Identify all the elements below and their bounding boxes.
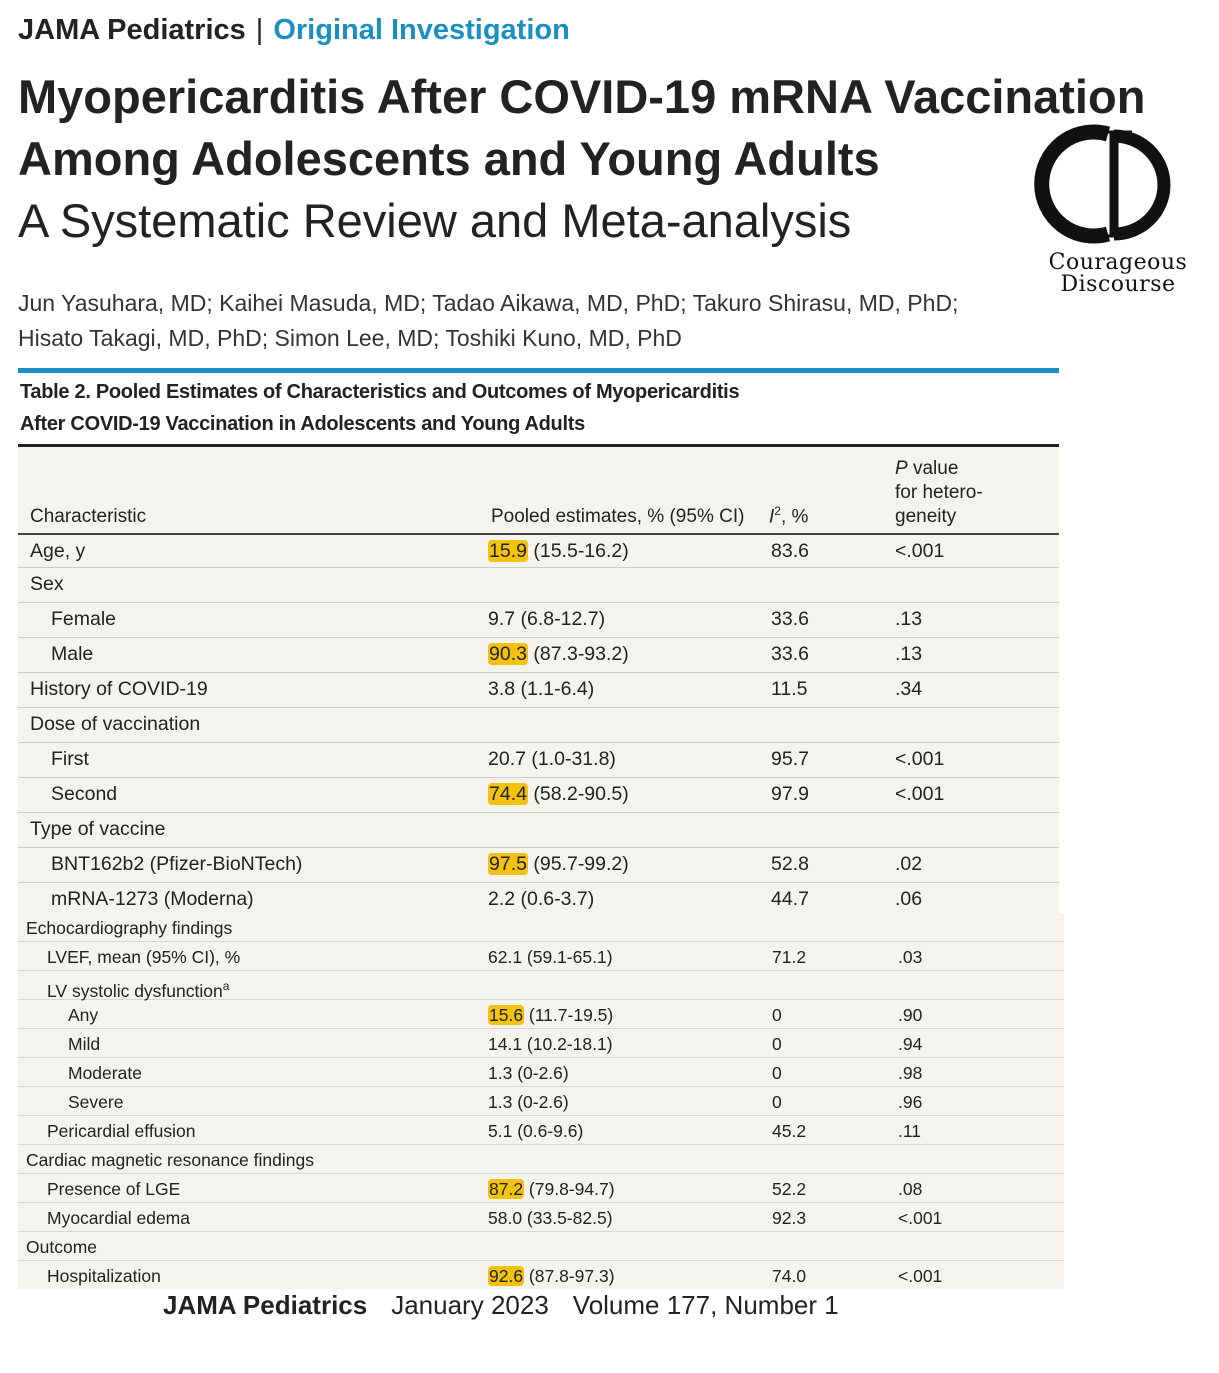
row-estimate: [488, 1174, 615, 1204]
row-estimate: [488, 778, 629, 811]
row-label: History of COVID-19: [30, 678, 208, 700]
row-label: Age, y: [30, 540, 86, 562]
row-label: [26, 913, 232, 943]
row-label-text: LVEF, mean (95% CI), %: [47, 947, 241, 967]
table-body: [18, 535, 1059, 918]
confidence-interval: (87.3-93.2): [527, 643, 629, 665]
row-estimate: [488, 673, 594, 706]
row-i2: 71.2: [772, 947, 807, 967]
row-label: Sex: [30, 573, 64, 595]
footnote-marker: a: [222, 979, 230, 993]
cd-monogram-icon: [1030, 122, 1206, 252]
header-i2-sup: 2: [774, 503, 781, 518]
results-table: [18, 447, 1059, 918]
row-label: [26, 1145, 314, 1175]
row-estimate: [488, 1116, 583, 1146]
row-label-text: Outcome: [26, 1237, 97, 1257]
row-p-value: .13: [895, 608, 923, 630]
table-row: [18, 1058, 1064, 1087]
table-row: [18, 1000, 1064, 1029]
confidence-interval: 20.7 (1.0-31.8): [488, 748, 616, 770]
row-estimate: [488, 1029, 613, 1059]
article-subtitle: A Systematic Review and Meta-analysis: [18, 194, 852, 247]
table-title-line-1: Table 2. Pooled Estimates of Characteristics and Outcomes of Myopericarditis: [20, 381, 740, 403]
table-title-line-2: After COVID-19 Vaccination in Adolescents and Young Adults: [20, 413, 585, 435]
row-i2: 0: [772, 1092, 782, 1112]
highlighted-estimate: 87.2: [489, 1179, 524, 1199]
row-i2: 45.2: [772, 1121, 807, 1141]
row-estimate: [488, 1087, 569, 1117]
row-label: [47, 1174, 180, 1204]
table-row: [18, 1029, 1064, 1058]
row-label: [47, 1203, 190, 1233]
table-row: [18, 743, 1059, 778]
row-estimate: [488, 743, 616, 776]
highlighted-estimate: 90.3: [489, 643, 527, 665]
confidence-interval: (58.2-90.5): [527, 783, 629, 805]
row-label: [26, 1232, 97, 1262]
confidence-interval: 3.8 (1.1-6.4): [488, 678, 595, 700]
confidence-interval: (79.8-94.7): [524, 1179, 615, 1199]
row-label: Type of vaccine: [30, 818, 166, 840]
row-i2: 0: [772, 1034, 782, 1054]
page-footer: [163, 1290, 839, 1321]
row-label: Male: [51, 643, 94, 665]
row-p-value: <.001: [898, 1266, 943, 1286]
header-p-line-3: geneity: [895, 506, 957, 527]
table-row: [18, 813, 1059, 848]
header-pooled-estimates: Pooled estimates, % (95% CI): [491, 506, 745, 527]
header-p-italic: P: [895, 458, 908, 479]
logo-text-line-2: Discourse: [1060, 272, 1176, 297]
header-p-line-2: for hetero-: [895, 482, 983, 503]
table-row: [18, 638, 1059, 673]
table-row: [18, 1087, 1064, 1116]
row-i2: 95.7: [771, 748, 809, 770]
row-p-value: <.001: [895, 783, 945, 805]
confidence-interval: 1.3 (0-2.6): [488, 1063, 569, 1083]
confidence-interval: (15.5-16.2): [527, 540, 629, 562]
confidence-interval: (95.7-99.2): [527, 853, 629, 875]
row-estimate: [488, 848, 629, 881]
row-p-value: .08: [898, 1179, 923, 1199]
header-p-line-1-rest: value: [907, 458, 959, 479]
row-estimate: [488, 942, 613, 972]
row-label-text: Mild: [68, 1034, 101, 1054]
row-p-value: .90: [898, 1005, 923, 1025]
authors-line-2: Hisato Takagi, MD, PhD; Simon Lee, MD; Toshiki Kuno, MD, PhD: [18, 325, 682, 351]
section-label: Original Investigation: [273, 14, 570, 46]
row-p-value: .11: [898, 1121, 922, 1141]
row-i2: 97.9: [771, 783, 809, 805]
highlighted-estimate: 74.4: [489, 783, 527, 805]
table-row: [18, 708, 1059, 743]
row-p-value: .94: [898, 1034, 923, 1054]
row-label-text: Presence of LGE: [47, 1179, 181, 1199]
row-estimate: [488, 1058, 569, 1088]
row-label: Second: [51, 783, 118, 805]
row-i2: 11.5: [771, 678, 808, 700]
row-estimate: [488, 1203, 613, 1233]
row-label: [47, 1116, 196, 1146]
row-label-text: Echocardiography findings: [26, 918, 233, 938]
logo-text-line-1: Courageous: [1048, 250, 1188, 275]
row-p-value: <.001: [895, 748, 945, 770]
table-row: [18, 535, 1059, 568]
authors-line-1: Jun Yasuhara, MD; Kaihei Masuda, MD; Tadao Aikawa, MD, PhD; Takuro Shirasu, MD, PhD;: [18, 290, 959, 316]
row-label-text: Severe: [68, 1092, 124, 1112]
row-p-value: .13: [895, 643, 923, 665]
table-row: [18, 1232, 1064, 1261]
confidence-interval: 58.0 (33.5-82.5): [488, 1208, 613, 1228]
row-label-text: Hospitalization: [47, 1266, 161, 1286]
row-label: [68, 1029, 100, 1059]
row-estimate: [488, 535, 629, 568]
masthead-separator: |: [255, 14, 264, 46]
row-label-text: Cardiac magnetic resonance findings: [26, 1150, 314, 1170]
table-row: [18, 1145, 1064, 1174]
header-i2-letter: I: [769, 506, 775, 527]
title-line-1: Myopericarditis After COVID-19 mRNA Vaccination: [18, 70, 1146, 123]
row-label: [68, 1087, 123, 1117]
header-characteristic: Characteristic: [30, 506, 147, 527]
row-p-value: <.001: [895, 540, 945, 562]
footer-journal: JAMA Pediatrics: [163, 1290, 368, 1320]
row-label: BNT162b2 (Pfizer-BioNTech): [51, 853, 303, 875]
row-label: [68, 1058, 142, 1088]
row-label-text: Myocardial edema: [47, 1208, 190, 1228]
highlighted-estimate: 15.6: [489, 1005, 524, 1025]
table-row: [18, 1203, 1064, 1232]
header-i2: [769, 499, 808, 529]
row-label-text: Pericardial effusion: [47, 1121, 196, 1141]
row-i2: 92.3: [772, 1208, 807, 1228]
confidence-interval: 1.3 (0-2.6): [488, 1092, 569, 1112]
table-row: [18, 673, 1059, 708]
header-p-value: [895, 457, 983, 529]
journal-name: JAMA Pediatrics: [18, 14, 246, 46]
table-body-continued: [18, 913, 1064, 1289]
confidence-interval: (87.8-97.3): [524, 1266, 615, 1286]
table-row: [18, 942, 1064, 971]
highlighted-estimate: 15.9: [489, 540, 527, 562]
row-p-value: .98: [898, 1063, 923, 1083]
row-label-text: Moderate: [68, 1063, 142, 1083]
row-label: Dose of vaccination: [30, 713, 201, 735]
table-row: [18, 1261, 1064, 1289]
title-line-2: Among Adolescents and Young Adults: [18, 132, 880, 185]
highlighted-estimate: 92.6: [489, 1266, 524, 1286]
table-title: [20, 376, 1020, 440]
row-label-text: Any: [68, 1005, 99, 1025]
masthead: [18, 14, 570, 54]
row-i2: 83.6: [771, 540, 809, 562]
row-i2: 74.0: [772, 1266, 807, 1286]
confidence-interval: 5.1 (0.6-9.6): [488, 1121, 584, 1141]
footer-volume: Volume 177, Number 1: [572, 1290, 839, 1320]
row-p-value: .06: [895, 888, 923, 910]
results-table-continued: [18, 913, 1064, 1289]
row-i2: 52.8: [771, 853, 809, 875]
header-i2-rest: , %: [780, 506, 809, 527]
table-row: [18, 913, 1064, 942]
courageous-discourse-logo: [1030, 122, 1206, 298]
confidence-interval: 62.1 (59.1-65.1): [488, 947, 613, 967]
row-p-value: <.001: [898, 1208, 943, 1228]
row-estimate: [488, 1261, 615, 1291]
highlighted-estimate: 97.5: [489, 853, 527, 875]
confidence-interval: 9.7 (6.8-12.7): [488, 608, 606, 630]
table-row: [18, 971, 1064, 1000]
row-i2: 44.7: [771, 888, 809, 910]
table-row: [18, 1174, 1064, 1203]
footer-date: January 2023: [391, 1290, 549, 1320]
row-i2: 0: [772, 1063, 782, 1083]
row-estimate: [488, 638, 629, 671]
row-label: mRNA-1273 (Moderna): [51, 888, 254, 910]
table-row: [18, 568, 1059, 603]
row-label: [47, 942, 240, 972]
author-list: [18, 286, 1038, 356]
row-label: Female: [51, 608, 117, 630]
row-p-value: .34: [895, 678, 923, 700]
table-row: [18, 603, 1059, 638]
row-i2: 33.6: [771, 608, 809, 630]
row-estimate: [488, 883, 594, 916]
row-i2: 0: [772, 1005, 782, 1025]
row-label: [47, 1261, 161, 1291]
row-p-value: .96: [898, 1092, 923, 1112]
row-estimate: [488, 603, 605, 636]
table-row: [18, 1116, 1064, 1145]
table-row: [18, 778, 1059, 813]
confidence-interval: 2.2 (0.6-3.7): [488, 888, 595, 910]
row-label-text: LV systolic dysfunction: [47, 980, 223, 1001]
table-row: [18, 848, 1059, 883]
row-i2: 52.2: [772, 1179, 807, 1199]
row-i2: 33.6: [771, 643, 809, 665]
row-p-value: .03: [898, 947, 923, 967]
section-rule: [18, 368, 1059, 373]
row-label: First: [51, 748, 89, 770]
row-p-value: .02: [895, 853, 923, 875]
table-header: [18, 447, 1059, 535]
row-estimate: [488, 1000, 613, 1030]
confidence-interval: 14.1 (10.2-18.1): [488, 1034, 613, 1054]
confidence-interval: (11.7-19.5): [524, 1005, 614, 1025]
header-p-line-1: [895, 457, 983, 481]
row-label: [68, 1000, 98, 1030]
